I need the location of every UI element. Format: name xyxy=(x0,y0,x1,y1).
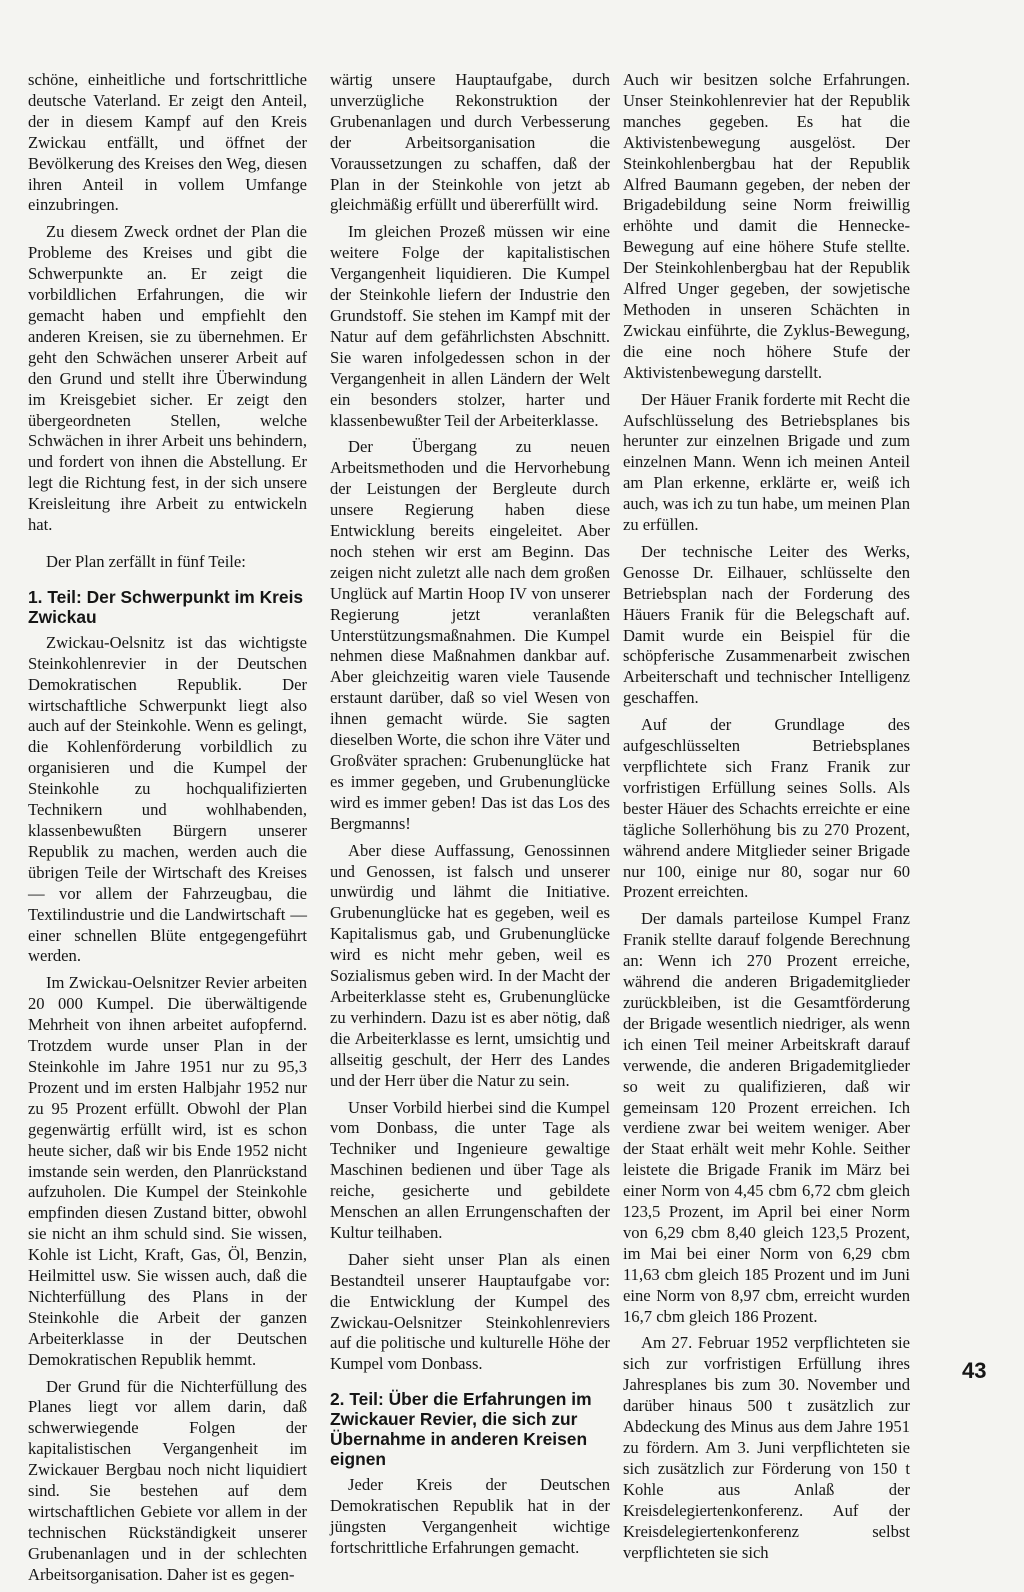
column-left xyxy=(28,70,307,1592)
paragraph: Auch wir besitzen solche Erfahrungen. Unser Steinkohlenrevier hat der Republik manches gegeben. Es hat die Aktivistenbewegung ausgelöst. Der Steinkohlenbergbau hat der Republik Alfred Baumann gegeben, der neben der Brigadebildung seine Norm freiwillig erhöhte und damit die Hennecke-Bewegung auf eine höhere Stufe stellte. Der Steinkohlenbergbau hat der Republik Alfred Unger gegeben, der sowjetische Methoden in unseren Schächten in Zwickau einführte, die Zyklus-Bewegung, die eine noch höhere Stufe der Aktivistenbewegung darstellt. xyxy=(623,70,910,382)
paragraph: Unser Vorbild hierbei sind die Kumpel vom Donbass, die unter Tage als Techniker und Ingenieure gewaltige Maschinen bedienen und über Tage als reiche, gesicherte und gebildete Menschen an allen Errungenschaften der Kultur teilhaben. xyxy=(330,1097,610,1242)
page-number: 43 xyxy=(962,1358,987,1383)
paragraph: Im Zwickau-Oelsnitzer Revier arbeiten 20 000 Kumpel. Die überwältigende Mehrheit von ihnen arbeitet aufopfernd. Trotzdem wurde unser Plan in der Steinkohle im Jahre 1951 nur zu 95,3 Prozent und im ersten Halbjahr 1952 nur zu 95 Prozent erfüllt. Obwohl der Plan gegenwärtig erfüllt wird, ist es schon heute sicher, daß wir bis Ende 1952 nicht imstande sein werden, den Planrückstand aufzuholen. Die Kumpel der Steinkohle empfinden diesen Zustand bitter, obwohl sie nicht an ihm schuld sind. Sie wissen, Kohle ist Licht, Kraft, Gas, Öl, Benzin, Heilmittel usw. Sie wissen auch, daß die Nichterfüllung des Plans in der Steinkohle die Arbeit der ganzen Arbeiterklasse in der Deutschen Demokratischen Republik hemmt. xyxy=(28,973,307,1369)
paragraph: Der technische Leiter des Werks, Genosse Dr. Eilhauer, schlüsselte den Betriebsplan nach der Forderung des Häuers Franik für die Belegschaft auf. Damit wurde ein Beispiel für die schöpferische Zusammenarbeit zwischen Arbeiterschaft und technischer Intelligenz geschaffen. xyxy=(623,541,910,708)
paragraph: Der Übergang zu neuen Arbeitsmethoden und die Hervorhebung der Leistungen der Bergleute durch unsere Regierung haben diese Entwicklung bereits eingeleitet. Aber noch stehen wir erst am Beginn. Das zeigen nicht zuletzt alle nach dem großen Unglück auf Martin Hoop IV von unserer Regierung jetzt veranlaßten Unterstützungsmaßnahmen. Die Kumpel nehmen diese Maßnahmen dankbar auf. Aber gleichzeitig waren viele Tausende erstaunt darüber, daß so viel Wesen von ihnen gemacht würde. Sie sagten dieselben Worte, die schon ihre Väter und Großväter sprachen: Grubenunglücke hat es immer gegeben, und Grubenunglücke wird es immer geben! Das ist das Los des Bergmanns! xyxy=(330,437,610,833)
paragraph: Zu diesem Zweck ordnet der Plan die Probleme des Kreises und gibt die Schwerpunkte an. Er zeigt die vorbildlichen Erfahrungen, die wir gemacht haben und empfiehlt den anderen Kreisen, sie zu übernehmen. Er geht den Schwächen unserer Arbeit auf den Grund und stellt ihre Überwindung im Kreisgebiet sicher. Er zeigt den übergeordneten Stellen, welche Schwächen in ihrer Arbeit uns behindern, und fordert von ihnen die Abstellung. Er legt die Richtung fest, in der sich unsere Kreisleitung ihre Arbeit zu entwickeln hat. xyxy=(28,222,307,535)
paragraph: Daher sieht unser Plan als einen Bestandteil unserer Hauptaufgabe vor: die Entwicklung der Kumpel des Zwickau-Oelsnitzer Steinkohlenreviers auf die politische und kulturelle Höhe der Kumpel vom Donbass. xyxy=(330,1249,610,1374)
section-intro: Der Plan zerfällt in fünf Teile: xyxy=(46,551,246,571)
paragraph: Der Häuer Franik forderte mit Recht die Aufschlüsselung des Betriebsplanes bis herunter zur einzelnen Brigade und zum einzelnen Mann. Wenn ich meinen Anteil am Plan erkenne, erklärte er, weiß ich auch, was ich zu tun habe, um meinen Plan zu erfüllen. xyxy=(623,389,910,535)
paragraph: Der damals parteilose Kumpel Franz Franik stellte darauf folgende Berechnung an: Wenn ich 270 Prozent erreiche, während die anderen Brigademitglieder zurückbleiben, ist die Gesamtförderung der Brigade wesentlich niedriger, als wenn ich einen Teil meiner Arbeitskraft darauf verwende, die anderen Brigademitglieder so weit zu qualifizieren, daß wir gemeinsam 120 Prozent erreichen. Ich verdiene zwar bei weitem weniger. Aber der Staat erhält weit mehr Kohle. Seither leistete die Brigade Franik im März bei einer Norm von 4,45 cbm 6,72 cbm gleich 123,5 Prozent, im April bei einer Norm von 6,29 cbm 8,40 gleich 123,5 Prozent, im Mai bei einer Norm von 6,29 cbm 11,63 cbm gleich 185 Prozent und im Juni eine Norm von 8,97 cbm, erreicht wurden 16,7 cbm gleich 186 Prozent. xyxy=(623,909,910,1326)
paragraph: wärtig unsere Hauptaufgabe, durch unverzügliche Rekonstruktion der Grubenanlagen und durch Verbesserung der Arbeitsorganisation die Voraussetzungen zu schaffen, daß der Plan in der Steinkohle von jetzt ab gleichmäßig erfüllt und übererfüllt wird. xyxy=(330,70,610,215)
column-right xyxy=(623,70,910,1569)
paragraph: Am 27. Februar 1952 verpflichteten sie sich zur vorfristigen Erfüllung ihres Jahresplanes bis zum 30. November und darüber hinaus 500 t zusätzlich zur Abdeckung des Minus aus dem Jahre 1951 zu fördern. Am 3. Juni verpflichteten sie sich zusätzlich zur Förderung von 150 t Kohle aus Anlaß der Kreisdelegiertenkonferenz. Auf der Kreisdelegiertenkonferenz selbst verpflichteten sie sich xyxy=(623,1333,910,1562)
paragraph: Im gleichen Prozeß müssen wir eine weitere Folge der kapitalistischen Vergangenheit liquidieren. Die Kumpel der Steinkohle liefern der Industrie den Grundstoff. Sie stehen im Kampf mit der Natur auf dem gefährlichsten Abschnitt. Sie waren infolgedessen schon in der Vergangenheit in allen Ländern der Welt ein besonders stolzer, harter und klassenbewußter Teil der Arbeiterklasse. xyxy=(330,222,610,430)
paragraph: Zwickau-Oelsnitz ist das wichtigste Steinkohlenrevier in der Deutschen Demokratischen Republik. Der wirtschaftliche Schwerpunkt liegt also auch auf der Steinkohle. Wenn es gelingt, die Kohlenförderung vorbildlich zu organisieren und die Kumpel der Steinkohle zu hochqualifizierten Technikern und wohlhabenden, klassenbewußten Bürgern unserer Republik zu machen, werden auch die übrigen Teile der Wirtschaft des Kreises — vor allem der Fahrzeugbau, die Textilindustrie und die Landwirtschaft — einer schnellen Blüte entgegengeführt werden. xyxy=(28,632,307,966)
paragraph: Aber diese Auffassung, Genossinnen und Genossen, ist falsch und unserer unwürdig und lähmt die Initiative. Grubenunglücke hat es gegeben, weil es Kapitalismus gab, und Grubenunglücke wird es nicht mehr geben, weil es Sozialismus geben wird. In der Macht der Arbeiterklasse steht es, Grubenunglücke zu verhindern. Dazu ist es aber nötig, daß die Arbeiterklasse es lernt, umsichtig und allseitig geschult, der Herr des Landes und der Herr über die Natur zu sein. xyxy=(330,840,610,1090)
paragraph: Auf der Grundlage des aufgeschlüsselten Betriebsplanes verpflichtete sich Franz Franik zur vorfristigen Erfüllung seines Solls. Als bester Häuer des Schachts erreichte er eine tägliche Sollerhöhung bis zu 270 Prozent, während andere Mitglieder seiner Brigade nur 100, einige nur 80, sogar nur 60 Prozent erreichten. xyxy=(623,715,910,902)
section-heading-part-2: 2. Teil: Über die Erfahrungen im Zwickauer Revier, die sich zur Übernahme in anderen Kreisen eignen xyxy=(330,1389,592,1470)
section-heading-part-1: 1. Teil: Der Schwerpunkt im Kreis Zwickau xyxy=(28,586,304,627)
column-middle xyxy=(330,70,610,1565)
paragraph: Jeder Kreis der Deutschen Demokratischen Republik hat in der jüngsten Vergangenheit wichtige fortschrittliche Erfahrungen gemacht. xyxy=(330,1475,610,1557)
paragraph: Der Grund für die Nichterfüllung des Planes liegt vor allem darin, daß schwerwiegende Folgen der kapitalistischen Vergangenheit im Zwickauer Bergbau noch nicht liquidiert sind. Sie bestehen auf dem wirtschaftlichen Gebiete vor allem in der technischen Rückständigkeit unserer Grubenanlagen und in der schlechten Arbeitsorganisation. Daher ist es gegen- xyxy=(28,1376,307,1584)
paragraph: schöne, einheitliche und fortschrittliche deutsche Vaterland. Er zeigt den Anteil, der in diesem Kampf auf den Kreis Zwickau entfällt, und öffnet der Bevölkerung des Kreises den Weg, diesen ihren Anteil in vollem Umfange einzubringen. xyxy=(28,70,307,215)
